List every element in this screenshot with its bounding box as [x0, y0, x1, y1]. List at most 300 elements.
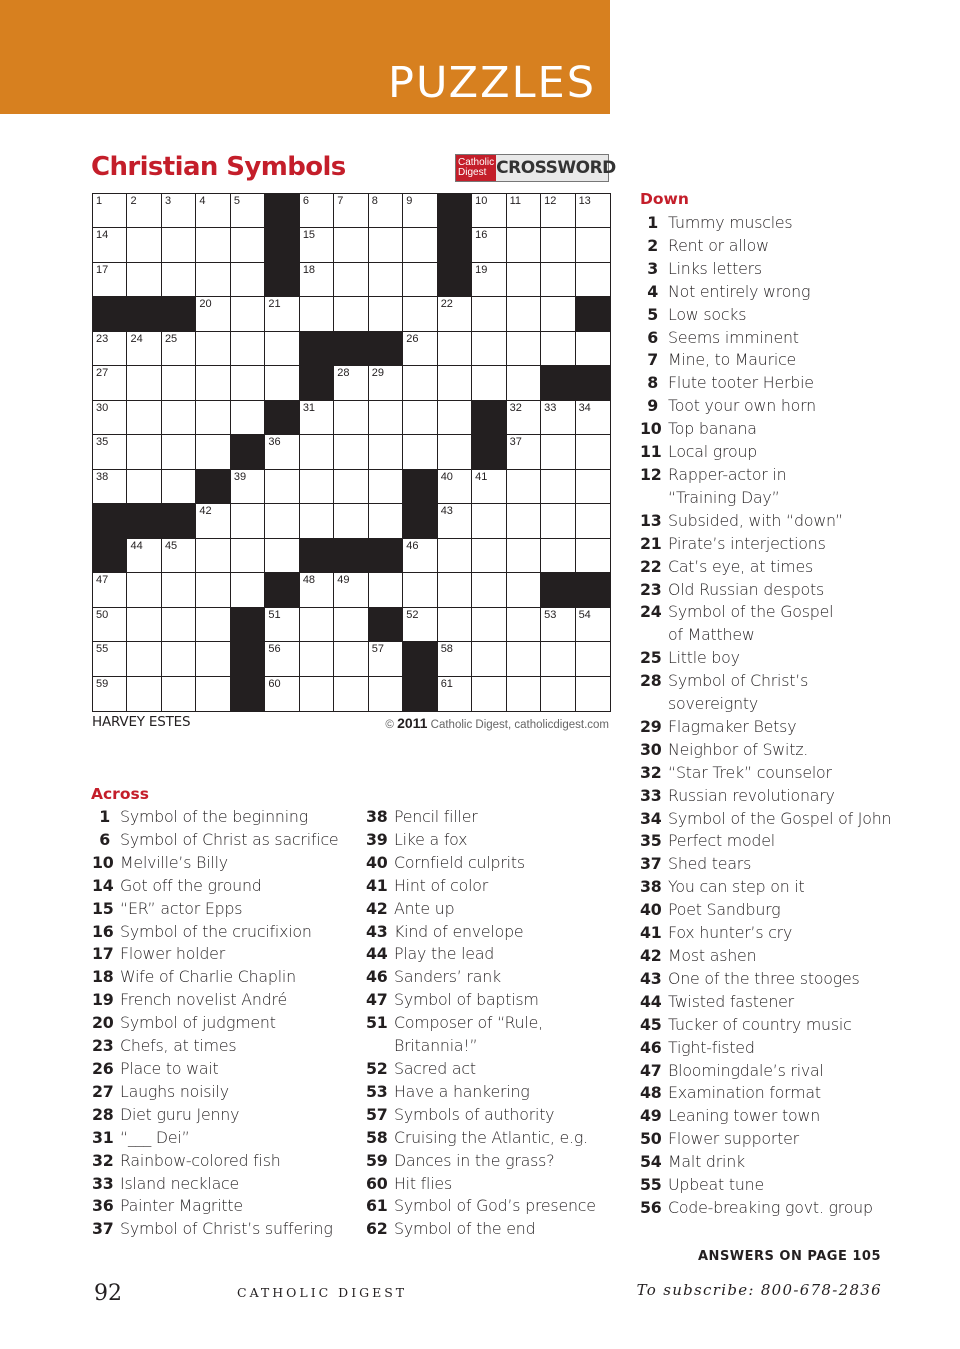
clue-number: 1	[99, 807, 110, 826]
grid-cell-number: 9	[406, 195, 413, 207]
grid-cell	[438, 297, 472, 331]
grid-block	[403, 677, 437, 711]
grid-cell-number: 33	[544, 401, 557, 414]
clue-number: 28	[92, 1104, 114, 1124]
clue-item	[640, 808, 891, 831]
clue-text: Dances in the grass?	[394, 1150, 555, 1170]
clue-item	[92, 921, 338, 944]
grid-block	[127, 297, 161, 331]
clue-number: 50	[640, 1129, 662, 1149]
grid-cell	[162, 228, 196, 262]
clue-number: 33	[640, 785, 662, 805]
grid-cell-number: 17	[96, 263, 109, 276]
grid-cell-number: 25	[164, 332, 178, 345]
clue-number: 59	[366, 1150, 388, 1170]
grid-cell-number: 27	[96, 367, 109, 380]
grid-cell	[369, 573, 403, 607]
subscribe-line: To subscribe: 800-678-2836	[636, 1281, 882, 1299]
grid-cell-number: 23	[96, 332, 109, 345]
clue-item	[640, 327, 891, 350]
clue-item	[640, 762, 891, 785]
grid-block	[403, 504, 437, 538]
clue-text: Place to wait	[120, 1058, 219, 1078]
grid-cell-number: 20	[199, 298, 212, 311]
grid-cell	[127, 366, 161, 400]
clue-item	[640, 510, 891, 533]
grid-cell	[127, 332, 161, 366]
clue-item	[640, 533, 891, 556]
grid-cell	[196, 366, 230, 400]
grid-cell	[300, 263, 334, 297]
grid-cell-number: 38	[96, 470, 109, 483]
copyright-line	[385, 715, 609, 731]
clue-item	[640, 1014, 891, 1037]
grid-cell	[196, 332, 230, 366]
grid-cell	[403, 332, 437, 366]
grid-cell	[541, 263, 575, 297]
grid-cell-number: 21	[268, 298, 281, 311]
clue-number: 56	[640, 1197, 662, 1217]
clue-text: Painter Magritte	[120, 1196, 243, 1216]
clue-text: Rent or allow	[668, 235, 769, 255]
grid-block	[231, 677, 265, 711]
clue-text: Shed tears	[668, 854, 752, 874]
grid-cell-number: 30	[96, 401, 109, 414]
grid-cell-number: 61	[440, 677, 453, 690]
grid-cell-number: 46	[406, 539, 419, 552]
clue-number: 32	[640, 762, 662, 782]
grid-cell	[438, 332, 472, 366]
clue-number: 53	[366, 1081, 388, 1101]
clue-number: 21	[640, 533, 662, 553]
clue-text: Symbol of the end	[394, 1219, 536, 1239]
grid-cell	[231, 228, 265, 262]
clue-number: 10	[640, 419, 662, 439]
crossword-logo	[455, 154, 616, 182]
clue-text: Most ashen	[668, 946, 757, 965]
clue-item	[640, 258, 891, 281]
grid-cell	[576, 642, 610, 676]
clue-text: Symbol of the beginning	[120, 807, 308, 826]
clue-number: 62	[366, 1219, 388, 1239]
grid-cell-number: 49	[337, 574, 350, 587]
grid-cell	[334, 228, 368, 262]
grid-cell	[334, 297, 368, 331]
grid-cell	[231, 504, 265, 538]
grid-cell	[576, 228, 610, 262]
grid-block	[127, 504, 161, 538]
clue-number: 15	[92, 898, 114, 918]
clue-item	[92, 989, 338, 1012]
across-clues-column-1	[92, 806, 338, 1241]
grid-cell	[127, 677, 161, 711]
grid-cell-number: 54	[578, 608, 591, 621]
clue-number: 33	[92, 1173, 114, 1193]
grid-cell	[369, 677, 403, 711]
clue-item	[640, 830, 891, 853]
puzzle-author: HARVEY ESTES	[92, 714, 191, 730]
grid-cell	[403, 401, 437, 435]
grid-cell	[369, 401, 403, 435]
clue-text: Tucker of country music	[668, 1014, 852, 1034]
clue-item	[366, 875, 596, 898]
grid-cell	[403, 573, 437, 607]
grid-cell	[507, 435, 541, 469]
clue-item	[640, 991, 891, 1014]
clue-number: 37	[640, 854, 662, 874]
clue-number: 6	[99, 829, 110, 849]
grid-block	[369, 539, 403, 573]
clue-item	[92, 1012, 338, 1035]
clue-item	[640, 670, 891, 716]
grid-cell	[127, 194, 161, 228]
clue-text: Upbeat tune	[668, 1175, 764, 1195]
grid-block	[265, 263, 299, 297]
grid-cell-number: 4	[199, 195, 206, 207]
grid-block	[162, 504, 196, 538]
grid-cell	[231, 332, 265, 366]
grid-cell	[265, 366, 299, 400]
clue-text: Chefs, at times	[120, 1036, 237, 1056]
clue-item	[640, 1105, 891, 1128]
grid-cell	[403, 366, 437, 400]
clue-text: Symbol of the crucifixion	[120, 921, 312, 941]
grid-cell	[196, 297, 230, 331]
clue-item	[640, 212, 891, 235]
grid-block	[265, 401, 299, 435]
grid-cell	[472, 573, 506, 607]
clue-item	[640, 968, 891, 991]
grid-cell	[334, 401, 368, 435]
grid-cell	[507, 504, 541, 538]
clue-text: Toot your own horn	[668, 396, 816, 416]
grid-cell	[472, 194, 506, 228]
grid-cell-number: 29	[371, 367, 384, 380]
grid-block	[576, 573, 610, 607]
clue-text: One of the three stooges	[668, 968, 860, 988]
clue-item	[366, 1173, 596, 1196]
grid-cell-number: 41	[475, 470, 488, 483]
grid-cell	[93, 608, 127, 642]
grid-cell	[507, 228, 541, 262]
clue-item	[640, 716, 891, 739]
grid-cell	[231, 401, 265, 435]
grid-cell	[507, 366, 541, 400]
clue-item	[640, 853, 891, 876]
grid-cell-number: 36	[268, 436, 281, 449]
section-title: PUZZLES	[388, 58, 596, 108]
clue-text: Composer of “Rule,	[394, 1013, 543, 1033]
logo-brand	[456, 155, 496, 181]
grid-block	[300, 332, 334, 366]
grid-cell	[162, 470, 196, 504]
clue-text-continued: sovereignty	[668, 694, 759, 714]
grid-cell-number: 34	[578, 401, 591, 414]
grid-cell-number: 10	[475, 195, 488, 207]
clue-item	[640, 1060, 891, 1083]
clue-text: Low socks	[668, 304, 747, 324]
grid-block	[334, 332, 368, 366]
clue-item	[92, 1218, 338, 1241]
grid-cell	[507, 608, 541, 642]
grid-cell	[300, 401, 334, 435]
clue-item	[92, 943, 338, 966]
clue-item	[640, 922, 891, 945]
grid-cell	[507, 539, 541, 573]
grid-cell	[196, 677, 230, 711]
clue-item	[92, 1195, 338, 1218]
grid-block	[369, 332, 403, 366]
grid-cell	[93, 677, 127, 711]
clue-number: 17	[92, 944, 114, 964]
grid-cell	[127, 401, 161, 435]
clue-text: Top banana	[668, 419, 757, 439]
crossword-grid	[92, 193, 611, 712]
clue-text: Tummy muscles	[668, 213, 793, 232]
clue-text: “ER” actor Epps	[120, 898, 243, 918]
across-heading: Across	[91, 785, 149, 803]
clue-item	[92, 898, 338, 921]
grid-cell	[438, 435, 472, 469]
grid-cell	[369, 435, 403, 469]
clue-item	[92, 875, 338, 898]
grid-cell-number: 19	[475, 263, 488, 276]
grid-cell	[300, 642, 334, 676]
grid-cell	[265, 642, 299, 676]
grid-cell	[403, 194, 437, 228]
clue-text: “Star Trek” counselor	[668, 762, 832, 782]
grid-cell-number: 58	[440, 643, 453, 656]
grid-cell	[93, 401, 127, 435]
grid-cell-number: 3	[164, 195, 172, 207]
grid-cell	[576, 332, 610, 366]
clue-text: Like a fox	[394, 829, 468, 849]
grid-block	[472, 401, 506, 435]
down-heading: Down	[640, 190, 689, 208]
grid-cell	[93, 194, 127, 228]
clue-item	[640, 785, 891, 808]
clue-text: Symbol of the Gospel	[668, 602, 834, 622]
grid-cell	[576, 263, 610, 297]
grid-cell	[162, 608, 196, 642]
clue-number: 11	[640, 442, 662, 462]
copyright-text: Catholic Digest, catholicdigest.com	[430, 719, 609, 731]
clue-text: Kind of envelope	[394, 921, 524, 941]
grid-cell	[472, 539, 506, 573]
grid-cell	[472, 608, 506, 642]
grid-cell	[541, 194, 575, 228]
clue-number: 20	[92, 1013, 114, 1033]
grid-cell	[300, 228, 334, 262]
clue-text: Island necklace	[120, 1173, 240, 1193]
clue-item	[92, 806, 338, 829]
magazine-name: CATHOLIC DIGEST	[237, 1285, 408, 1300]
grid-cell	[472, 263, 506, 297]
page-number: 92	[94, 1281, 122, 1306]
grid-cell	[576, 539, 610, 573]
clue-item	[640, 395, 891, 418]
grid-cell	[334, 504, 368, 538]
grid-cell	[127, 228, 161, 262]
grid-cell-number: 32	[509, 401, 522, 414]
clue-text: Flower holder	[120, 944, 226, 964]
clue-number: 54	[640, 1152, 662, 1172]
grid-cell	[231, 194, 265, 228]
grid-cell-number: 44	[130, 539, 143, 552]
grid-cell	[472, 297, 506, 331]
clue-text: Mine, to Maurice	[668, 350, 797, 370]
clue-number: 52	[366, 1058, 388, 1078]
clue-text: Russian revolutionary	[668, 785, 835, 805]
grid-cell	[438, 366, 472, 400]
clue-text: Sanders’ rank	[394, 967, 501, 987]
grid-cell	[334, 608, 368, 642]
clue-item	[640, 1037, 891, 1060]
clue-number: 24	[640, 602, 662, 622]
clue-number: 41	[640, 923, 662, 943]
grid-cell	[334, 642, 368, 676]
clue-text: Hint of color	[394, 875, 489, 895]
clue-text: Not entirely wrong	[668, 281, 811, 301]
grid-cell	[93, 470, 127, 504]
grid-block	[403, 470, 437, 504]
grid-cell	[93, 435, 127, 469]
logo-brand-line2: Digest	[458, 167, 487, 178]
grid-cell	[196, 573, 230, 607]
grid-cell-number: 50	[96, 608, 109, 621]
clue-text: Flagmaker Betsy	[668, 716, 797, 736]
clue-text: Fox hunter’s cry	[668, 923, 793, 943]
grid-block	[438, 194, 472, 228]
grid-block	[472, 435, 506, 469]
grid-block	[265, 573, 299, 607]
grid-cell	[576, 470, 610, 504]
grid-cell	[369, 366, 403, 400]
puzzle-title: Christian Symbols	[91, 152, 346, 182]
grid-cell-number: 37	[509, 436, 522, 449]
grid-cell-number: 55	[96, 643, 109, 656]
grid-cell	[162, 539, 196, 573]
grid-cell	[369, 504, 403, 538]
grid-cell	[507, 642, 541, 676]
grid-cell	[300, 573, 334, 607]
clue-item	[640, 1197, 891, 1220]
grid-cell-number: 57	[371, 643, 384, 656]
grid-cell	[93, 573, 127, 607]
grid-cell-number: 56	[268, 643, 281, 656]
grid-cell	[369, 228, 403, 262]
clue-text: Got off the ground	[120, 875, 262, 895]
clue-text: Symbol of God’s presence	[394, 1196, 596, 1216]
clue-number: 46	[640, 1037, 662, 1057]
grid-cell	[541, 470, 575, 504]
clue-number: 48	[640, 1083, 662, 1103]
grid-cell	[196, 228, 230, 262]
clue-number: 3	[647, 258, 658, 278]
grid-cell	[93, 366, 127, 400]
clue-item	[640, 1128, 891, 1151]
clue-item	[640, 304, 891, 327]
grid-cell-number: 16	[475, 229, 488, 242]
clue-text: Rapper-actor in	[668, 464, 787, 484]
grid-cell	[162, 263, 196, 297]
clue-number: 51	[366, 1013, 388, 1033]
grid-cell	[162, 435, 196, 469]
clue-number: 41	[366, 875, 388, 895]
grid-cell	[438, 401, 472, 435]
clue-item	[92, 1104, 338, 1127]
grid-cell	[231, 470, 265, 504]
clue-number: 42	[640, 946, 662, 965]
grid-cell	[231, 297, 265, 331]
clue-text: Local group	[668, 442, 758, 462]
clue-text: Twisted fastener	[668, 991, 794, 1011]
clue-item	[366, 989, 596, 1012]
grid-cell	[162, 194, 196, 228]
clue-text: Old Russian despots	[668, 579, 825, 599]
clue-number: 12	[640, 464, 662, 484]
clue-number: 40	[366, 852, 388, 872]
clue-text: Neighbor of Switz.	[668, 739, 809, 759]
grid-cell	[403, 539, 437, 573]
grid-cell	[369, 194, 403, 228]
grid-cell-number: 2	[130, 195, 137, 207]
clue-text: Cruising the Atlantic, e.g.	[394, 1127, 588, 1147]
grid-cell	[196, 401, 230, 435]
grid-cell	[231, 366, 265, 400]
grid-cell-number: 8	[371, 195, 378, 207]
grid-cell-number: 6	[302, 195, 309, 207]
grid-cell	[196, 194, 230, 228]
clue-text: Symbol of Christ’s	[668, 671, 809, 691]
clue-text: Bloomingdale’s rival	[668, 1060, 824, 1080]
clue-number: 36	[92, 1196, 114, 1216]
clue-item	[640, 1151, 891, 1174]
clue-number: 43	[640, 968, 662, 988]
grid-cell	[403, 608, 437, 642]
grid-cell	[438, 470, 472, 504]
grid-cell	[162, 401, 196, 435]
clue-number: 57	[366, 1104, 388, 1124]
grid-cell	[196, 642, 230, 676]
clue-text: Have a hankering	[394, 1081, 530, 1101]
grid-cell-number: 12	[544, 195, 557, 207]
clue-text: Wife of Charlie Chaplin	[120, 967, 296, 987]
grid-cell-number: 7	[337, 195, 344, 207]
clue-number: 45	[640, 1014, 662, 1034]
grid-block	[438, 263, 472, 297]
clue-number: 35	[640, 831, 662, 851]
clue-number: 13	[640, 510, 662, 530]
grid-cell	[472, 504, 506, 538]
clue-item	[640, 739, 891, 762]
clue-number: 22	[640, 556, 662, 576]
grid-cell-number: 5	[233, 195, 240, 207]
grid-cell	[541, 228, 575, 262]
clue-number: 27	[92, 1081, 114, 1101]
clue-item	[640, 464, 891, 510]
clue-number: 34	[640, 808, 662, 828]
grid-block	[541, 573, 575, 607]
grid-cell	[507, 401, 541, 435]
grid-cell	[541, 642, 575, 676]
clue-item	[366, 1012, 596, 1058]
clue-text: Symbol of the Gospel of John	[668, 808, 892, 828]
clue-item	[366, 1081, 596, 1104]
clue-number: 32	[92, 1150, 114, 1170]
clue-item	[92, 966, 338, 989]
clue-number: 18	[92, 967, 114, 987]
